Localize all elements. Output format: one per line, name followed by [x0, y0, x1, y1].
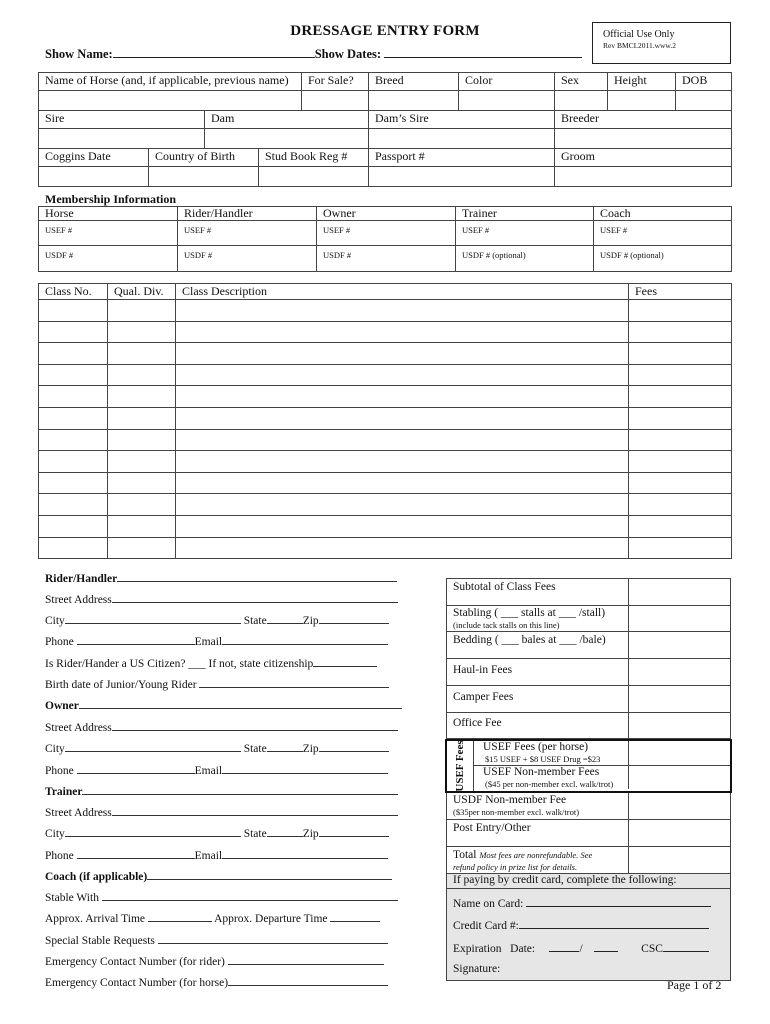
rider-street-row	[45, 592, 398, 606]
owner-state-field[interactable]	[267, 741, 303, 752]
owner-phone-row	[45, 763, 388, 777]
class-description-cell[interactable]	[176, 429, 629, 451]
class-no-cell[interactable]	[39, 321, 108, 343]
special-requests-row	[45, 933, 388, 947]
birth-date-row	[45, 677, 389, 691]
expiration-year-field[interactable]	[594, 941, 618, 952]
trainer-city-row	[45, 826, 389, 840]
birth-date-field[interactable]	[199, 677, 389, 688]
emergency-horse-field[interactable]	[228, 975, 388, 986]
rider-state-label: State	[243, 615, 267, 627]
usef-nonmember-label: USEF Non-member Fees	[483, 766, 600, 778]
show-dates-field[interactable]	[384, 46, 582, 58]
horse-name-field[interactable]	[39, 91, 302, 111]
membership-col-owner: Owner	[317, 207, 456, 221]
form-title: DRESSAGE ENTRY FORM	[290, 23, 480, 39]
country-of-birth-field[interactable]	[149, 167, 259, 187]
rider-handler-row	[45, 571, 397, 585]
usdf-nonmember-label: USDF Non-member Fee	[453, 794, 567, 806]
dob-field[interactable]	[676, 91, 732, 111]
rider-phone-label: Phone	[45, 636, 74, 648]
rider-email-field[interactable]	[222, 634, 388, 645]
sire-field[interactable]	[39, 129, 205, 149]
arrival-field[interactable]	[148, 911, 212, 922]
class-description-cell[interactable]	[176, 494, 629, 516]
qual-div-cell[interactable]	[108, 343, 176, 365]
fee-cell[interactable]	[629, 515, 732, 537]
credit-card-heading: If paying by credit card, complete the following:	[453, 874, 677, 886]
usef-per-horse-note: $15 USEF + $8 USEF Drug =$23	[485, 754, 601, 764]
owner-city-row	[45, 741, 389, 755]
fee-cell[interactable]	[629, 321, 732, 343]
qual-div-cell[interactable]	[108, 537, 176, 559]
bedding-amount[interactable]	[628, 632, 732, 658]
fee-cell[interactable]	[629, 343, 732, 365]
expiration-row: Expiration Date: / CSC	[453, 941, 709, 955]
departure-field[interactable]	[330, 911, 380, 922]
usef-owner-field[interactable]: USEF #	[317, 221, 456, 246]
rider-street-field[interactable]	[112, 592, 398, 603]
citizen-row	[45, 656, 377, 670]
class-description-cell[interactable]	[176, 386, 629, 408]
fee-cell[interactable]	[629, 386, 732, 408]
emergency-horse-row	[45, 975, 388, 989]
rider-city-label: City	[45, 615, 65, 627]
breed-field[interactable]	[369, 91, 459, 111]
fee-cell[interactable]	[629, 537, 732, 559]
name-on-card-field[interactable]	[526, 896, 711, 907]
owner-phone-field[interactable]	[77, 763, 195, 774]
stable-with-label: Stable With	[45, 892, 99, 904]
breed-header: Breed	[369, 73, 459, 91]
fee-cell[interactable]	[629, 364, 732, 386]
fee-cell[interactable]	[629, 494, 732, 516]
stud-book-field[interactable]	[259, 167, 369, 187]
subtotal-row	[446, 578, 731, 606]
passport-header: Passport #	[369, 149, 555, 167]
coggins-date-field[interactable]	[39, 167, 149, 187]
class-no-cell[interactable]	[39, 537, 108, 559]
owner-field[interactable]	[79, 698, 402, 709]
office-fee-label: Office Fee	[453, 717, 502, 729]
revision-label: Rev BMCI.2011.www.2	[603, 41, 676, 50]
rider-handler-label: Rider/Handler	[45, 573, 118, 585]
usef-rider-field[interactable]: USEF #	[178, 221, 317, 246]
passport-field[interactable]	[369, 167, 555, 187]
citizen-question-label: Is Rider/Hander a US Citizen? ___ If not, state citizenship	[45, 658, 314, 670]
show-name-label: Show Name:	[45, 47, 113, 61]
csc-field[interactable]	[663, 941, 709, 952]
trainer-email-label: Email	[194, 850, 223, 862]
class-no-cell[interactable]	[39, 451, 108, 473]
credit-card-heading-bar	[447, 874, 730, 889]
total-note-1: Most fees are nonrefundable. See	[479, 850, 593, 860]
total-row	[446, 847, 731, 874]
trainer-state-label: State	[243, 828, 267, 840]
class-description-cell[interactable]	[176, 321, 629, 343]
owner-phone-label: Phone	[45, 765, 74, 777]
dams-sire-field[interactable]	[369, 129, 555, 149]
class-row	[39, 451, 732, 473]
expiration-label: Expiration	[453, 943, 502, 955]
rider-state-field[interactable]	[267, 613, 303, 624]
total-amount[interactable]	[628, 847, 732, 873]
class-no-cell[interactable]	[39, 364, 108, 386]
camper-label: Camper Fees	[453, 691, 514, 703]
usef-trainer-field[interactable]: USEF #	[456, 221, 594, 246]
class-entry-table	[38, 283, 732, 559]
credit-card-field[interactable]	[519, 918, 709, 929]
fee-cell[interactable]	[629, 472, 732, 494]
fee-cell[interactable]	[629, 300, 732, 322]
stable-with-field[interactable]	[102, 890, 398, 901]
bedding-row	[446, 632, 731, 659]
show-name-field[interactable]	[113, 46, 315, 58]
owner-email-field[interactable]	[222, 763, 388, 774]
trainer-zip-field[interactable]	[319, 826, 389, 837]
coach-label: Coach (if applicable)	[45, 871, 148, 883]
qual-div-cell[interactable]	[108, 300, 176, 322]
owner-city-label: City	[45, 743, 65, 755]
total-note-2: refund policy in prize list for details.	[453, 862, 578, 872]
trainer-street-row	[45, 805, 398, 819]
color-header: Color	[459, 73, 555, 91]
class-row	[39, 343, 732, 365]
trainer-phone-label: Phone	[45, 850, 74, 862]
trainer-zip-label: Zip	[302, 828, 319, 840]
stable-with-row	[45, 890, 398, 904]
usef-nonmember-note: ($45 per non-member excl. walk/trot)	[485, 779, 614, 789]
horse-info-table	[38, 72, 732, 111]
fees-box	[446, 578, 731, 981]
horse-name-header: Name of Horse (and, if applicable, previous name)	[39, 73, 302, 91]
rider-city-field[interactable]	[65, 613, 241, 624]
for-sale-field[interactable]	[302, 91, 369, 111]
post-entry-amount[interactable]	[628, 820, 732, 846]
coach-field[interactable]	[147, 869, 392, 880]
trainer-city-field[interactable]	[65, 826, 241, 837]
fee-cell[interactable]	[629, 451, 732, 473]
owner-street-field[interactable]	[112, 720, 398, 731]
class-description-cell[interactable]	[176, 407, 629, 429]
sex-field[interactable]	[555, 91, 608, 111]
dob-header: DOB	[676, 73, 732, 91]
date-label: Date:	[510, 943, 536, 955]
office-fee-row	[446, 713, 731, 739]
special-requests-field[interactable]	[158, 933, 388, 944]
usdf-horse-field[interactable]: USDF #	[39, 246, 178, 272]
class-description-cell[interactable]	[176, 515, 629, 537]
pedigree-table	[38, 110, 732, 149]
trainer-phone-field[interactable]	[77, 848, 195, 859]
arrival-label: Approx. Arrival Time	[45, 913, 145, 925]
qual-div-cell[interactable]	[108, 407, 176, 429]
usef-nonmember-cell	[473, 766, 629, 789]
qual-div-cell[interactable]	[108, 364, 176, 386]
class-no-cell[interactable]	[39, 300, 108, 322]
camper-amount[interactable]	[628, 686, 732, 712]
rider-phone-row	[45, 634, 388, 648]
trainer-city-label: City	[45, 828, 65, 840]
owner-zip-label: Zip	[302, 743, 319, 755]
class-row	[39, 515, 732, 537]
arrival-row	[45, 911, 380, 925]
stud-book-header: Stud Book Reg #	[259, 149, 369, 167]
dams-sire-header: Dam’s Sire	[369, 111, 555, 129]
trainer-field[interactable]	[82, 784, 398, 795]
usef-per-horse-label: USEF Fees (per horse)	[483, 741, 589, 753]
qual-div-cell[interactable]	[108, 321, 176, 343]
subtotal-amount[interactable]	[628, 579, 732, 605]
class-no-cell[interactable]	[39, 494, 108, 516]
country-of-birth-header: Country of Birth	[149, 149, 259, 167]
usdf-trainer-field[interactable]: USDF # (optional)	[456, 246, 594, 272]
post-entry-row	[446, 820, 731, 847]
owner-email-label: Email	[194, 765, 223, 777]
owner-street-row	[45, 720, 398, 734]
show-name-row	[45, 46, 582, 62]
coggins-date-header: Coggins Date	[39, 149, 149, 167]
rider-phone-field[interactable]	[77, 634, 195, 645]
usdf-nonmember-row	[446, 793, 731, 820]
rider-street-label: Street Address	[45, 594, 112, 606]
emergency-horse-label: Emergency Contact Number (for horse)	[45, 977, 229, 989]
credit-card-box	[446, 874, 731, 981]
class-no-cell[interactable]	[39, 343, 108, 365]
height-header: Height	[608, 73, 676, 91]
usef-per-horse-amount[interactable]	[628, 741, 730, 766]
membership-col-trainer: Trainer	[456, 207, 594, 221]
class-row	[39, 386, 732, 408]
class-row	[39, 364, 732, 386]
trainer-street-field[interactable]	[112, 805, 398, 816]
usdf-rider-field[interactable]: USDF #	[178, 246, 317, 272]
trainer-street-label: Street Address	[45, 807, 112, 819]
camper-row	[446, 686, 731, 713]
breeder-header: Breeder	[555, 111, 732, 129]
rider-handler-field[interactable]	[117, 571, 397, 582]
rider-zip-label: Zip	[302, 615, 319, 627]
class-description-cell[interactable]	[176, 343, 629, 365]
class-no-cell[interactable]	[39, 515, 108, 537]
total-label-text: Total	[453, 849, 477, 861]
class-no-header: Class No.	[39, 284, 108, 300]
signature-label: Signature:	[453, 963, 501, 975]
trainer-row	[45, 784, 398, 798]
post-entry-label: Post Entry/Other	[453, 822, 531, 834]
class-row	[39, 407, 732, 429]
breeder-field[interactable]	[555, 129, 732, 149]
bedding-label: Bedding ( ___ bales at ___ /bale)	[453, 634, 606, 646]
stabling-label: Stabling ( ___ stalls at ___ /stall)	[453, 607, 606, 619]
class-row	[39, 494, 732, 516]
groom-header: Groom	[555, 149, 732, 167]
class-row	[39, 321, 732, 343]
owner-zip-field[interactable]	[319, 741, 389, 752]
class-description-cell[interactable]	[176, 300, 629, 322]
subtotal-label: Subtotal of Class Fees	[453, 581, 556, 593]
owner-label: Owner	[45, 700, 79, 712]
class-row	[39, 429, 732, 451]
departure-label: Approx. Departure Time	[214, 913, 328, 925]
rider-email-label: Email	[194, 636, 223, 648]
total-label	[453, 849, 592, 861]
usdf-coach-field[interactable]: USDF # (optional)	[594, 246, 732, 272]
qual-div-cell[interactable]	[108, 429, 176, 451]
owner-row	[45, 698, 402, 712]
class-row	[39, 472, 732, 494]
usef-vertical-cell	[447, 741, 474, 791]
page-number: Page 1 of 2	[667, 978, 722, 992]
fee-cell[interactable]	[629, 407, 732, 429]
class-description-cell[interactable]	[176, 537, 629, 559]
for-sale-header: For Sale?	[302, 73, 369, 91]
color-field[interactable]	[459, 91, 555, 111]
qual-div-cell[interactable]	[108, 472, 176, 494]
coach-row	[45, 869, 392, 883]
trainer-phone-row	[45, 848, 388, 862]
usef-nonmember-amount[interactable]	[628, 766, 730, 789]
stabling-note: (include tack stalls on this line)	[453, 620, 560, 630]
official-use-label: Official Use Only	[603, 29, 675, 40]
csc-label: CSC	[641, 943, 663, 955]
usdf-nonmember-note: ($35per non-member excl. walk/trot)	[453, 807, 580, 817]
usef-vertical-label: USEF Fees	[454, 740, 466, 792]
show-dates-label: Show Dates:	[314, 47, 382, 61]
qual-div-cell[interactable]	[108, 386, 176, 408]
class-row	[39, 300, 732, 322]
name-on-card-row	[453, 896, 711, 910]
class-description-cell[interactable]	[176, 364, 629, 386]
membership-heading: Membership Information	[45, 192, 176, 206]
haulin-label: Haul-in Fees	[453, 664, 513, 676]
usdf-owner-field[interactable]: USDF #	[317, 246, 456, 272]
citizenship-field[interactable]	[313, 656, 377, 667]
qual-div-cell[interactable]	[108, 451, 176, 473]
usdf-nonmember-amount[interactable]	[628, 793, 732, 819]
sex-header: Sex	[555, 73, 608, 91]
birth-date-label: Birth date of Junior/Young Rider	[45, 679, 197, 691]
sire-header: Sire	[39, 111, 205, 129]
credit-card-row	[453, 918, 709, 932]
trainer-state-field[interactable]	[267, 826, 303, 837]
usef-coach-field[interactable]: USEF #	[594, 221, 732, 246]
stabling-amount[interactable]	[628, 606, 732, 631]
membership-table	[38, 206, 732, 272]
emergency-rider-row	[45, 954, 384, 968]
qual-div-cell[interactable]	[108, 515, 176, 537]
usef-fees-box	[445, 739, 732, 793]
qual-div-header: Qual. Div.	[108, 284, 176, 300]
class-no-cell[interactable]	[39, 386, 108, 408]
office-fee-amount[interactable]	[628, 713, 732, 738]
special-requests-label: Special Stable Requests	[45, 935, 155, 947]
haulin-row	[446, 659, 731, 686]
class-no-cell[interactable]	[39, 472, 108, 494]
dam-header: Dam	[205, 111, 369, 129]
owner-street-label: Street Address	[45, 722, 112, 734]
emergency-rider-label: Emergency Contact Number (for rider)	[45, 956, 225, 968]
rider-zip-field[interactable]	[319, 613, 389, 624]
qual-div-cell[interactable]	[108, 494, 176, 516]
trainer-label: Trainer	[45, 786, 83, 798]
fee-cell[interactable]	[629, 429, 732, 451]
height-field[interactable]	[608, 91, 676, 111]
rider-city-row	[45, 613, 389, 627]
membership-col-coach: Coach	[594, 207, 732, 221]
class-no-cell[interactable]	[39, 429, 108, 451]
class-description-cell[interactable]	[176, 451, 629, 473]
credit-card-label: Credit Card #:	[453, 920, 519, 932]
owner-city-field[interactable]	[65, 741, 241, 752]
registration-table	[38, 148, 732, 187]
class-description-cell[interactable]	[176, 472, 629, 494]
fees-header: Fees	[629, 284, 732, 300]
membership-col-rider: Rider/Handler	[178, 207, 317, 221]
name-on-card-label: Name on Card:	[453, 898, 524, 910]
official-use-box	[592, 22, 731, 64]
class-no-cell[interactable]	[39, 407, 108, 429]
groom-field[interactable]	[555, 167, 732, 187]
usef-horse-field[interactable]: USEF #	[39, 221, 178, 246]
owner-state-label: State	[243, 743, 267, 755]
haulin-amount[interactable]	[628, 659, 732, 685]
class-row	[39, 537, 732, 559]
stabling-row	[446, 606, 731, 632]
usef-per-horse-cell	[473, 741, 629, 766]
expiration-month-field[interactable]	[549, 941, 579, 952]
class-description-header: Class Description	[176, 284, 629, 300]
dam-field[interactable]	[205, 129, 369, 149]
membership-col-horse: Horse	[39, 207, 178, 221]
trainer-email-field[interactable]	[222, 848, 388, 859]
emergency-rider-field[interactable]	[228, 954, 384, 965]
